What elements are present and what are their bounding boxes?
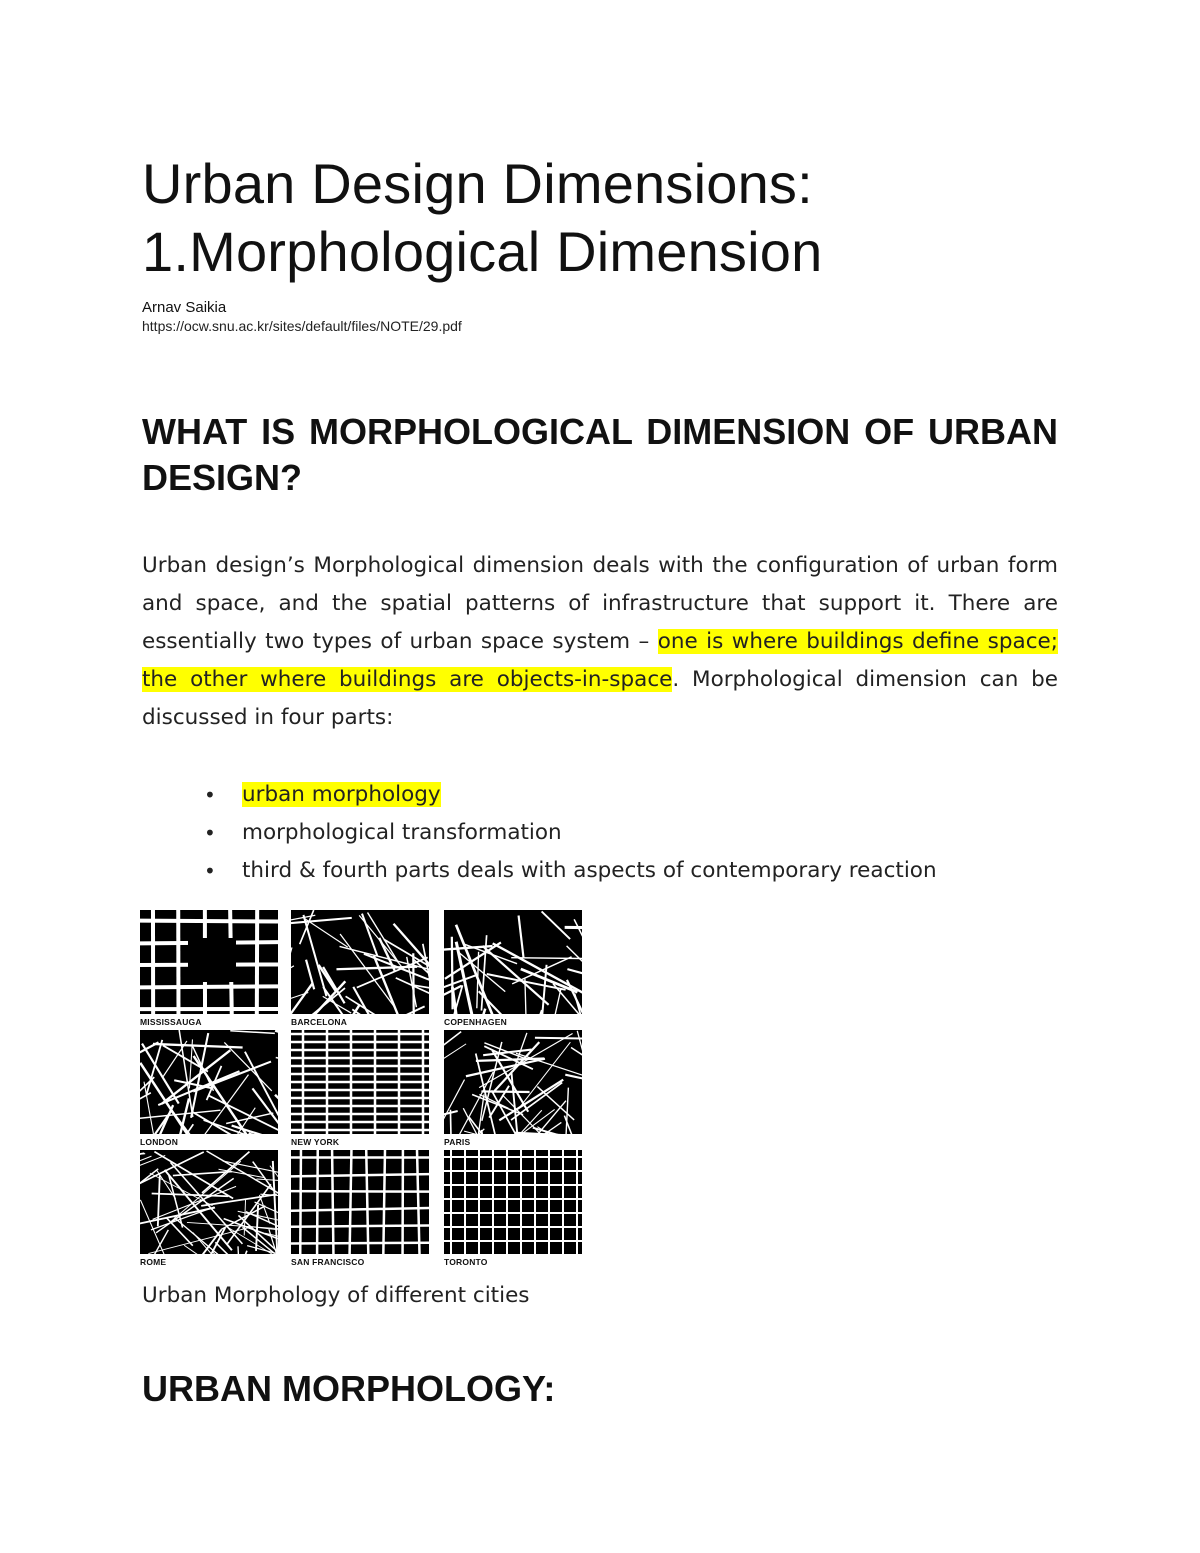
title-line-2: 1.Morphological Dimension [142, 220, 823, 283]
street-pattern [291, 1150, 429, 1254]
city-label: ROME [140, 1257, 167, 1267]
intro-text-1: Urban design’s Morphological dimension deals with the configuration of urban form and space, and the spatial patterns of infrastructure that support it. There are essentially two types of urban space system – [142, 553, 1058, 654]
list-item-text: urban morphology [242, 782, 441, 807]
bullet-icon: • [204, 859, 216, 883]
source-url: https://ocw.snu.ac.kr/sites/default/files/NOTE/29.pdf [142, 318, 462, 334]
page-title [142, 150, 1062, 286]
city-map-tile [291, 1150, 429, 1254]
street-pattern [444, 1030, 582, 1134]
city-map-tile [444, 1030, 582, 1134]
city-label: LONDON [140, 1137, 179, 1147]
city-label: TORONTO [444, 1257, 488, 1267]
bullet-icon: • [204, 783, 216, 807]
parts-list [200, 776, 937, 890]
city-map-tile [444, 910, 582, 1014]
city-map-tile [140, 910, 278, 1014]
street-pattern [291, 910, 429, 1014]
list-item [200, 776, 937, 814]
author-name: Arnav Saikia [142, 299, 227, 316]
street-pattern [444, 910, 582, 1014]
city-morphology-figure [140, 910, 582, 1268]
list-item [200, 852, 937, 890]
city-label: MISSISSAUGA [140, 1017, 202, 1027]
city-label: PARIS [444, 1137, 471, 1147]
list-item [200, 814, 937, 852]
intro-text-2: . Morphological dimension can be discussed in four parts: [142, 667, 1059, 730]
intro-paragraph [142, 547, 1058, 737]
intro-highlight: one is where buildings define space; the other where buildings are objects-in-space [142, 629, 1058, 692]
city-map-tile [291, 910, 429, 1014]
city-label: SAN FRANCISCO [291, 1257, 365, 1267]
section-heading-urban-morphology: URBAN MORPHOLOGY: [142, 1368, 556, 1409]
street-pattern [140, 1030, 278, 1134]
city-map-tile [140, 1150, 278, 1254]
list-item-text: third & fourth parts deals with aspects of contemporary reaction [242, 858, 937, 883]
city-map-tile [444, 1150, 582, 1254]
city-label: BARCELONA [291, 1017, 348, 1027]
list-item-text: morphological transformation [242, 820, 562, 845]
street-pattern [140, 1150, 278, 1254]
street-pattern [140, 910, 278, 1014]
bullet-icon: • [204, 821, 216, 845]
street-pattern [444, 1150, 582, 1254]
title-line-1: Urban Design Dimensions: [142, 152, 813, 215]
street-pattern [291, 1030, 429, 1134]
figure-caption: Urban Morphology of different cities [142, 1283, 530, 1308]
city-map-tile [140, 1030, 278, 1134]
section-heading-what-is: WHAT IS MORPHOLOGICAL DIMENSION OF URBAN DESIGN? [142, 411, 1058, 498]
city-map-tile [291, 1030, 429, 1134]
city-label: COPENHAGEN [444, 1017, 507, 1027]
city-label: NEW YORK [291, 1137, 340, 1147]
